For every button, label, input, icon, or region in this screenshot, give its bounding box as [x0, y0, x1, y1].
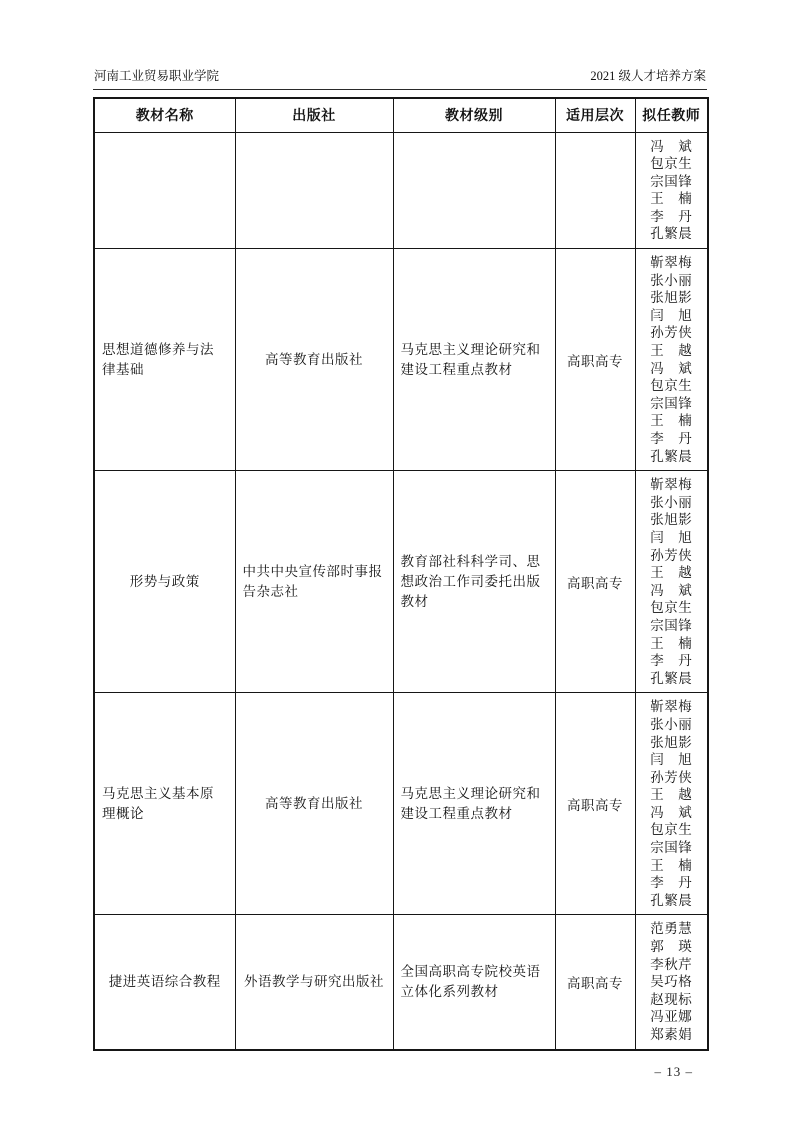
teacher-name: 郭 瑛	[650, 939, 693, 955]
cell-teachers	[635, 693, 708, 915]
table-body	[94, 132, 708, 1050]
teacher-name: 张旭影	[650, 512, 693, 528]
cell-textbook-name	[94, 132, 235, 249]
teacher-name: 吴巧格	[650, 974, 693, 990]
cell-textbook-level: 马克思主义理论研究和建设工程重点教材	[393, 249, 555, 471]
teacher-name: 冯 斌	[650, 360, 693, 376]
cell-textbook-level	[393, 132, 555, 249]
teacher-name: 包京生	[650, 822, 693, 838]
column-header-teachers: 拟任教师	[635, 98, 708, 132]
textbook-table	[93, 97, 709, 1051]
header-plan-title: 2021 级人才培养方案	[590, 69, 706, 83]
table-header	[94, 98, 708, 132]
cell-publisher: 外语教学与研究出版社	[235, 915, 393, 1050]
teacher-name: 包京生	[650, 156, 693, 172]
header-school-name: 河南工业贸易职业学院	[94, 69, 220, 83]
teacher-name: 孙芳侠	[650, 325, 693, 341]
cell-applicable-layer: 高职高专	[555, 471, 635, 693]
teacher-name: 宗国锋	[650, 395, 693, 411]
table-row	[94, 693, 708, 915]
table-row	[94, 915, 708, 1050]
teacher-name: 孙芳侠	[650, 769, 693, 785]
teacher-name: 张旭影	[650, 734, 693, 750]
page-header	[93, 66, 707, 89]
table-row	[94, 132, 708, 249]
teacher-name: 王 越	[650, 343, 693, 359]
cell-publisher: 高等教育出版社	[235, 249, 393, 471]
cell-applicable-layer: 高职高专	[555, 693, 635, 915]
teacher-name: 范勇慧	[650, 921, 693, 937]
teacher-name: 李 丹	[650, 875, 693, 891]
teacher-name: 孔繁晨	[650, 892, 693, 908]
teacher-name: 李 丹	[650, 653, 693, 669]
teacher-name: 李 丹	[650, 208, 693, 224]
teacher-name: 闫 旭	[650, 529, 693, 545]
cell-applicable-layer: 高职高专	[555, 915, 635, 1050]
teacher-name: 张小丽	[650, 272, 693, 288]
cell-textbook-name: 思想道德修养与法律基础	[94, 249, 235, 471]
teacher-name: 闫 旭	[650, 752, 693, 768]
teacher-name: 孔繁晨	[650, 670, 693, 686]
cell-textbook-name: 形势与政策	[94, 471, 235, 693]
teacher-name: 郑素娟	[650, 1027, 693, 1042]
cell-teachers	[635, 915, 708, 1050]
table-row	[94, 249, 708, 471]
teacher-name: 王 楠	[650, 857, 693, 873]
teacher-name: 靳翠梅	[650, 699, 693, 715]
cell-textbook-name: 马克思主义基本原理概论	[94, 693, 235, 915]
cell-textbook-level: 教育部社科科学司、思想政治工作司委托出版教材	[393, 471, 555, 693]
cell-textbook-name: 捷进英语综合教程	[94, 915, 235, 1050]
teacher-name: 王 越	[650, 787, 693, 803]
teacher-name: 张小丽	[650, 716, 693, 732]
table-row	[94, 471, 708, 693]
teacher-name: 靳翠梅	[650, 255, 693, 271]
header-rule	[93, 89, 707, 90]
cell-textbook-level: 全国高职高专院校英语立体化系列教材	[393, 915, 555, 1050]
cell-applicable-layer: 高职高专	[555, 249, 635, 471]
teacher-name: 冯 斌	[650, 138, 693, 154]
teacher-name: 宗国锋	[650, 617, 693, 633]
teacher-name: 包京生	[650, 600, 693, 616]
table-header-row	[94, 98, 708, 132]
column-header-textbook-name: 教材名称	[94, 98, 235, 132]
page-number: – 13 –	[654, 1063, 693, 1079]
teacher-name: 冯 斌	[650, 804, 693, 820]
teacher-name: 孔繁晨	[650, 226, 693, 242]
teacher-name: 冯亚娜	[650, 1009, 693, 1025]
cell-teachers	[635, 249, 708, 471]
cell-publisher	[235, 132, 393, 249]
teacher-name: 李 丹	[650, 431, 693, 446]
column-header-textbook-level: 教材级别	[393, 98, 555, 132]
column-header-applicable-layer: 适用层次	[555, 98, 635, 132]
cell-applicable-layer	[555, 132, 635, 249]
teacher-name: 孙芳侠	[650, 547, 693, 563]
cell-publisher: 高等教育出版社	[235, 693, 393, 915]
teacher-name: 宗国锋	[650, 840, 693, 856]
document-page	[93, 66, 707, 1080]
cell-teachers	[635, 471, 708, 693]
column-header-publisher: 出版社	[235, 98, 393, 132]
teacher-name: 王 楠	[650, 635, 693, 651]
teacher-name: 张小丽	[650, 494, 693, 510]
teacher-name: 张旭影	[650, 290, 693, 306]
teacher-name: 冯 斌	[650, 582, 693, 598]
teacher-name: 宗国锋	[650, 173, 693, 189]
teacher-name: 李秋芹	[650, 956, 693, 972]
teacher-name: 靳翠梅	[650, 477, 693, 493]
cell-publisher: 中共中央宣传部时事报告杂志社	[235, 471, 393, 693]
teacher-name: 王 楠	[650, 191, 693, 207]
teacher-name: 王 越	[650, 565, 693, 581]
cell-teachers	[635, 132, 708, 249]
cell-textbook-level: 马克思主义理论研究和建设工程重点教材	[393, 693, 555, 915]
teacher-name: 赵现标	[650, 991, 693, 1007]
teacher-name: 包京生	[650, 378, 693, 394]
teacher-name: 孔繁晨	[650, 448, 693, 464]
teacher-name: 闫 旭	[650, 307, 693, 323]
teacher-name: 王 楠	[650, 413, 693, 429]
